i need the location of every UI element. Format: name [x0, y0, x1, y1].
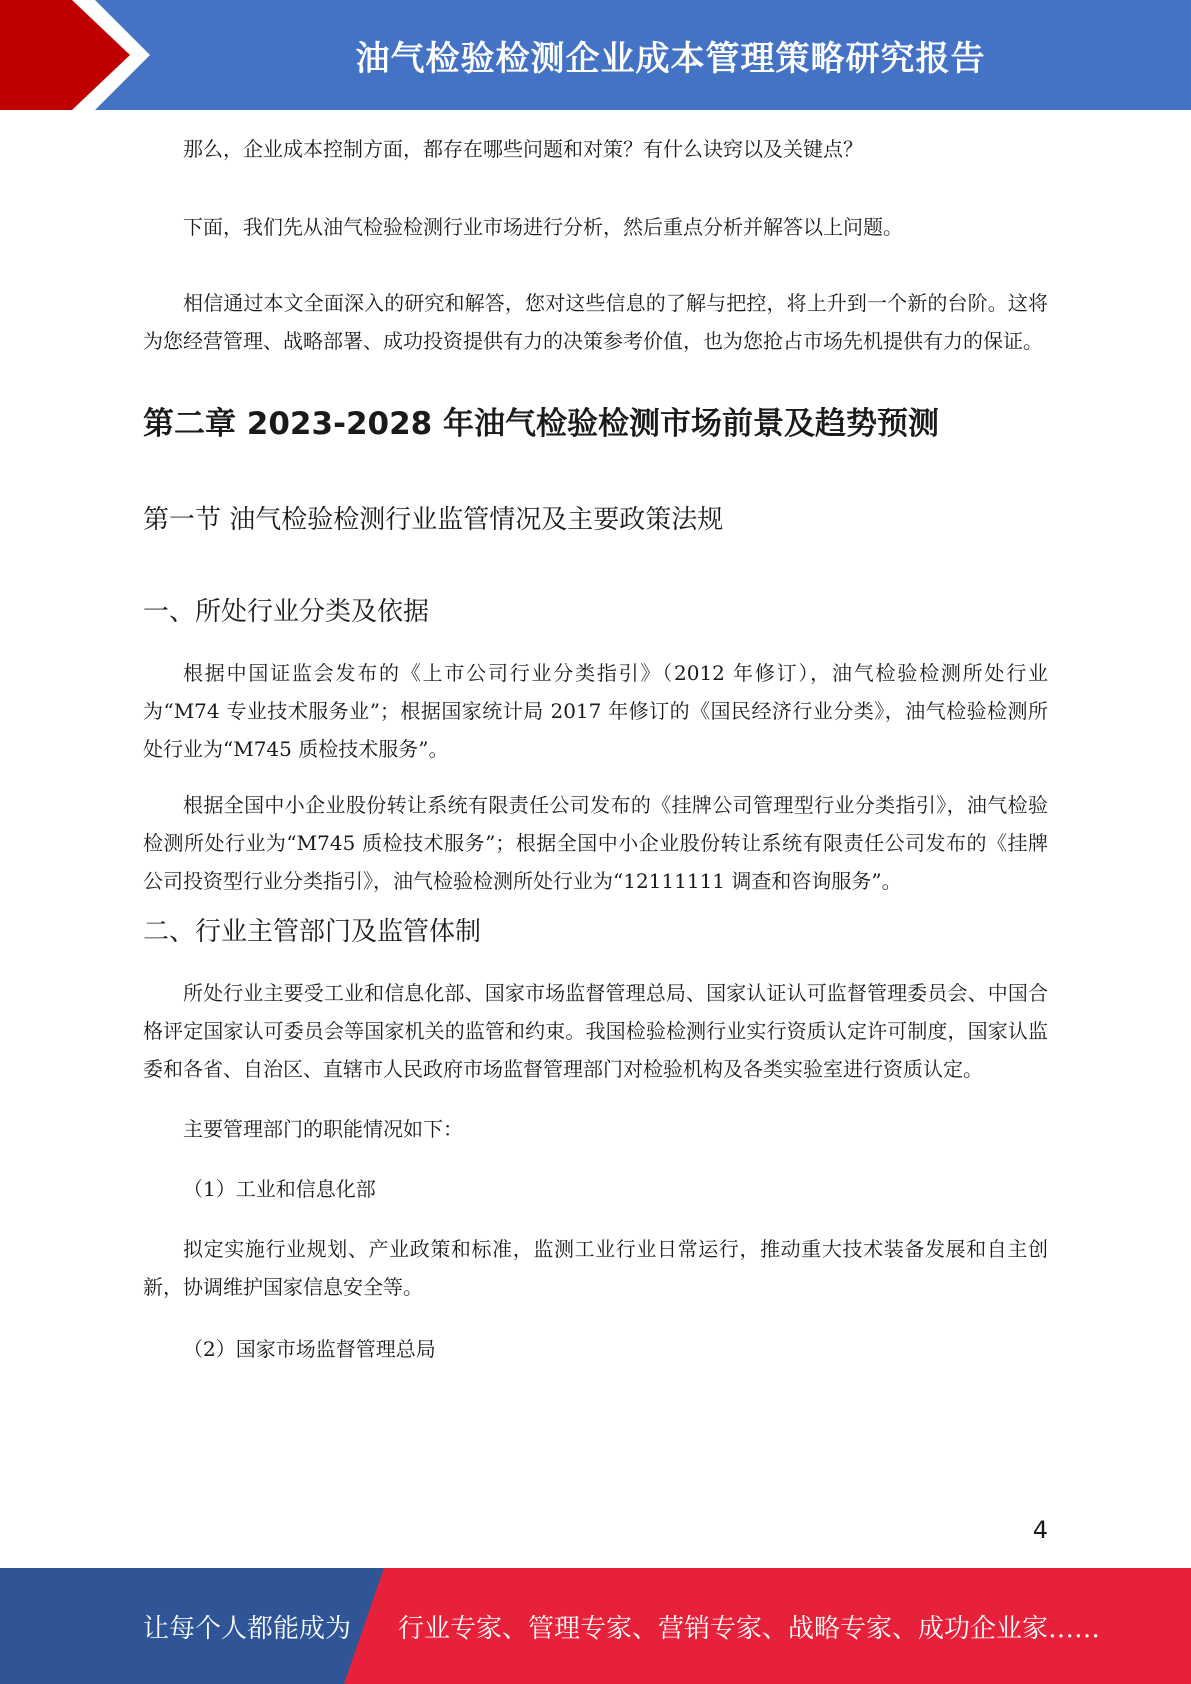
footer-banner	[0, 1568, 1191, 1684]
page-number: 4	[1032, 1516, 1048, 1544]
subsection-1-paragraph-1: 根据中国证监会发布的《上市公司行业分类指引》（2012 年修订），油气检验检测所处行业为“M74 专业技术服务业”；根据国家统计局 2017 年修订的《国民经济行业分类》，油气检验检测所处行业为“M745 质检技术服务”。	[143, 661, 1048, 761]
subsection-heading-1: 一、所处行业分类及依据	[143, 597, 430, 627]
intro-paragraph-2: 下面，我们先从油气检验检测行业市场进行分析，然后重点分析并解答以上问题。	[183, 215, 903, 239]
header-banner	[0, 0, 1191, 110]
footer-slogan-right: 行业专家、管理专家、营销专家、战略专家、成功企业家……	[398, 1613, 1101, 1644]
list-item-1: （1）工业和信息化部	[183, 1177, 376, 1201]
chapter-heading: 第二章 2023-2028 年油气检验检测市场前景及趋势预测	[143, 406, 940, 442]
list-item-1-description: 拟定实施行业规划、产业政策和标准，监测工业行业日常运行，推动重大技术装备发展和自主创新，协调维护国家信息安全等。	[143, 1237, 1048, 1299]
document-body	[143, 130, 1048, 1368]
subsection-1-paragraph-2: 根据全国中小企业股份转让系统有限责任公司发布的《挂牌公司管理型行业分类指引》，油气检验检测所处行业为“M745 质检技术服务”；根据全国中小企业股份转让系统有限责任公司发布的《挂牌公司投资型行业分类指引》，油气检验检测所处行业为“12111111 调查和咨询服务”。	[143, 793, 1048, 893]
footer-slogan-left: 让每个人都能成为	[143, 1613, 352, 1644]
report-title: 油气检验检测企业成本管理策略研究报告	[355, 38, 986, 79]
subsection-2-paragraph-2: 主要管理部门的职能情况如下：	[183, 1117, 463, 1141]
intro-paragraph-3: 相信通过本文全面深入的研究和解答，您对这些信息的了解与把控，将上升到一个新的台阶。这将为您经营管理、战略部署、成功投资提供有力的决策参考价值，也为您抢占市场先机提供有力的保证。	[143, 291, 1048, 353]
list-item-2: （2）国家市场监督管理总局	[183, 1337, 436, 1361]
subsection-heading-2: 二、行业主管部门及监管体制	[143, 917, 482, 947]
section-heading: 第一节 油气检验检测行业监管情况及主要政策法规	[143, 505, 724, 535]
subsection-2-paragraph-1: 所处行业主要受工业和信息化部、国家市场监督管理总局、国家认证认可监督管理委员会、中国合格评定国家认可委员会等国家机关的监管和约束。我国检验检测行业实行资质认定许可制度，国家认监委和各省、自治区、直辖市人民政府市场监督管理部门对检验机构及各类实验室进行资质认定。	[143, 981, 1048, 1081]
intro-paragraph-1: 那么，企业成本控制方面，都存在哪些问题和对策？有什么诀窍以及关键点？	[183, 137, 863, 161]
